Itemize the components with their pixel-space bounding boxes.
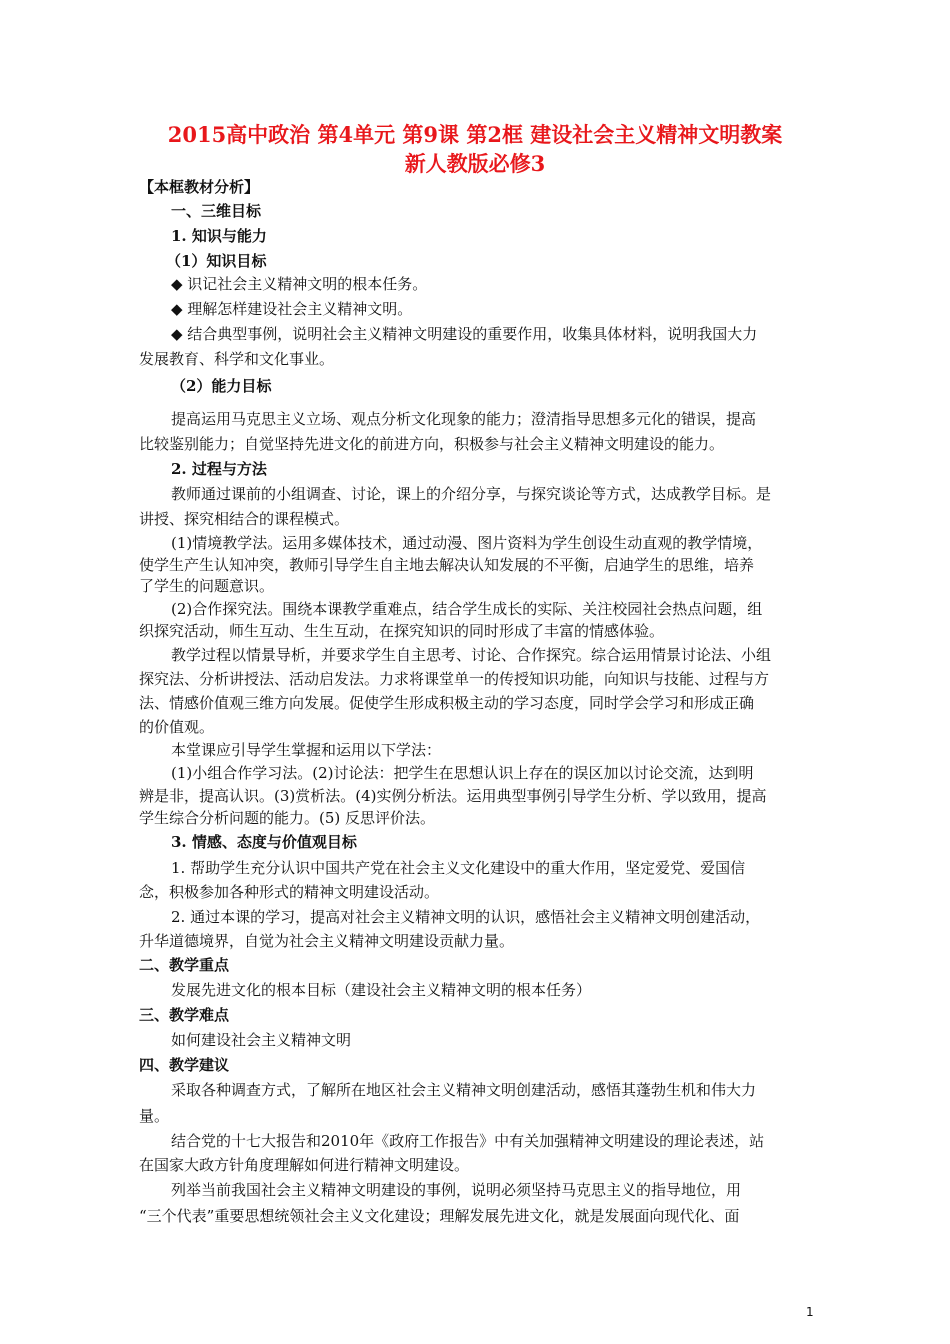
heading-teaching-difficulty: 三、教学难点 bbox=[139, 1006, 230, 1024]
paragraph-line: 如何建设社会主义精神文明 bbox=[171, 1031, 352, 1049]
paragraph-line: 织探究活动，师生互动、生生互动，在探究知识的同时形成了丰富的情感体验。 bbox=[139, 622, 665, 640]
paragraph-line: 教学过程以情景导析，并要求学生自主思考、讨论、合作探究。综合运用情景讨论法、小组 bbox=[171, 646, 772, 664]
section-heading-material-analysis: 【本框教材分析】 bbox=[139, 178, 260, 196]
heading-three-dimensional-goals: 一、三维目标 bbox=[171, 202, 262, 220]
heading-process-method: 2. 过程与方法 bbox=[171, 460, 267, 478]
paragraph-line: 讲授、探究相结合的课程模式。 bbox=[139, 510, 350, 528]
heading-knowledge-goals: （1）知识目标 bbox=[166, 252, 267, 270]
paragraph-line: 使学生产生认知冲突，教师引导学生自主地去解决认知发展的不平衡，启迪学生的思维，培养 bbox=[139, 556, 755, 574]
paragraph-line: 2. 通过本课的学习，提高对社会主义精神文明的认识，感悟社会主义精神文明创建活动， bbox=[171, 908, 761, 926]
paragraph-line: 提高运用马克思主义立场、观点分析文化现象的能力；澄清指导思想多元化的错误，提高 bbox=[171, 410, 757, 428]
paragraph-line: 量。 bbox=[139, 1107, 170, 1125]
paragraph-line: 结合党的十七大报告和2010年《政府工作报告》中有关加强精神文明建设的理论表述，站 bbox=[171, 1132, 765, 1150]
paragraph-line: (2)合作探究法。围绕本课教学重难点，结合学生成长的实际、关注校园社会热点问题，组 bbox=[171, 600, 763, 618]
paragraph-line: 升华道德境界，自觉为社会主义精神文明建设贡献力量。 bbox=[139, 932, 515, 950]
paragraph-line: 学生综合分析问题的能力。(5) 反思评价法。 bbox=[139, 809, 436, 827]
bullet-item: ◆ 识记社会主义精神文明的根本任务。 bbox=[171, 275, 428, 293]
paragraph-line: 教师通过课前的小组调查、讨论，课上的介绍分享，与探究谈论等方式，达成教学目标。是 bbox=[171, 485, 772, 503]
paragraph-line: 念，积极参加各种形式的精神文明建设活动。 bbox=[139, 883, 440, 901]
paragraph-line: 探究法、分析讲授法、活动启发法。力求将课堂单一的传授知识功能，向知识与技能、过程与方 bbox=[139, 670, 770, 688]
paragraph-line: 列举当前我国社会主义精神文明建设的事例，说明必须坚持马克思主义的指导地位，用 bbox=[171, 1181, 742, 1199]
page-number: 1 bbox=[806, 1305, 814, 1319]
paragraph-line: (1)小组合作学习法。(2)讨论法：把学生在思想认识上存在的误区加以讨论交流，达到明 bbox=[171, 764, 754, 782]
paragraph-line: 了学生的问题意识。 bbox=[139, 577, 275, 595]
paragraph-line: 发展教育、科学和文化事业。 bbox=[139, 350, 335, 368]
bullet-item: ◆ 理解怎样建设社会主义精神文明。 bbox=[171, 300, 413, 318]
document-title-line-2: 新人教版必修3 bbox=[404, 151, 546, 176]
document-title-line-1: 2015高中政治 第4单元 第9课 第2框 建设社会主义精神文明教案 bbox=[167, 122, 783, 147]
bullet-item: ◆ 结合典型事例，说明社会主义精神文明建设的重要作用，收集具体材料，说明我国大力 bbox=[171, 325, 758, 343]
paragraph-line: (1)情境教学法。运用多媒体技术，通过动漫、图片资料为学生创设生动直观的教学情境， bbox=[171, 534, 763, 552]
paragraph-line: 采取各种调查方式，了解所在地区社会主义精神文明创建活动，感悟其蓬勃生机和伟大力 bbox=[171, 1081, 757, 1099]
paragraph-line: 法、情感价值观三维方向发展。促使学生形成积极主动的学习态度，同时学会学习和形成正确 bbox=[139, 694, 755, 712]
paragraph-line: 的价值观。 bbox=[139, 718, 215, 736]
paragraph-line: 1. 帮助学生充分认识中国共产党在社会主义文化建设中的重大作用，坚定爱党、爱国信 bbox=[171, 859, 746, 877]
heading-teaching-suggestions: 四、教学建议 bbox=[139, 1056, 230, 1074]
paragraph-line: 发展先进文化的根本目标（建设社会主义精神文明的根本任务） bbox=[171, 981, 592, 999]
heading-emotion-attitude-values: 3. 情感、态度与价值观目标 bbox=[171, 833, 357, 851]
heading-knowledge-ability: 1. 知识与能力 bbox=[171, 227, 267, 245]
heading-ability-goals: （2）能力目标 bbox=[171, 377, 272, 395]
paragraph-line: 在国家大政方针角度理解如何进行精神文明建设。 bbox=[139, 1156, 470, 1174]
heading-teaching-focus: 二、教学重点 bbox=[139, 956, 230, 974]
paragraph-line: 辨是非，提高认识。(3)赏析法。(4)实例分析法。运用典型事例引导学生分析、学以致用，提高 bbox=[139, 787, 767, 805]
paragraph-line: 比较鉴别能力；自觉坚持先进文化的前进方向，积极参与社会主义精神文明建设的能力。 bbox=[139, 435, 725, 453]
paragraph-line: 本堂课应引导学生掌握和运用以下学法： bbox=[171, 741, 442, 759]
paragraph-line: “三个代表”重要思想统领社会主义文化建设；理解发展先进文化，就是发展面向现代化、面 bbox=[139, 1207, 740, 1225]
